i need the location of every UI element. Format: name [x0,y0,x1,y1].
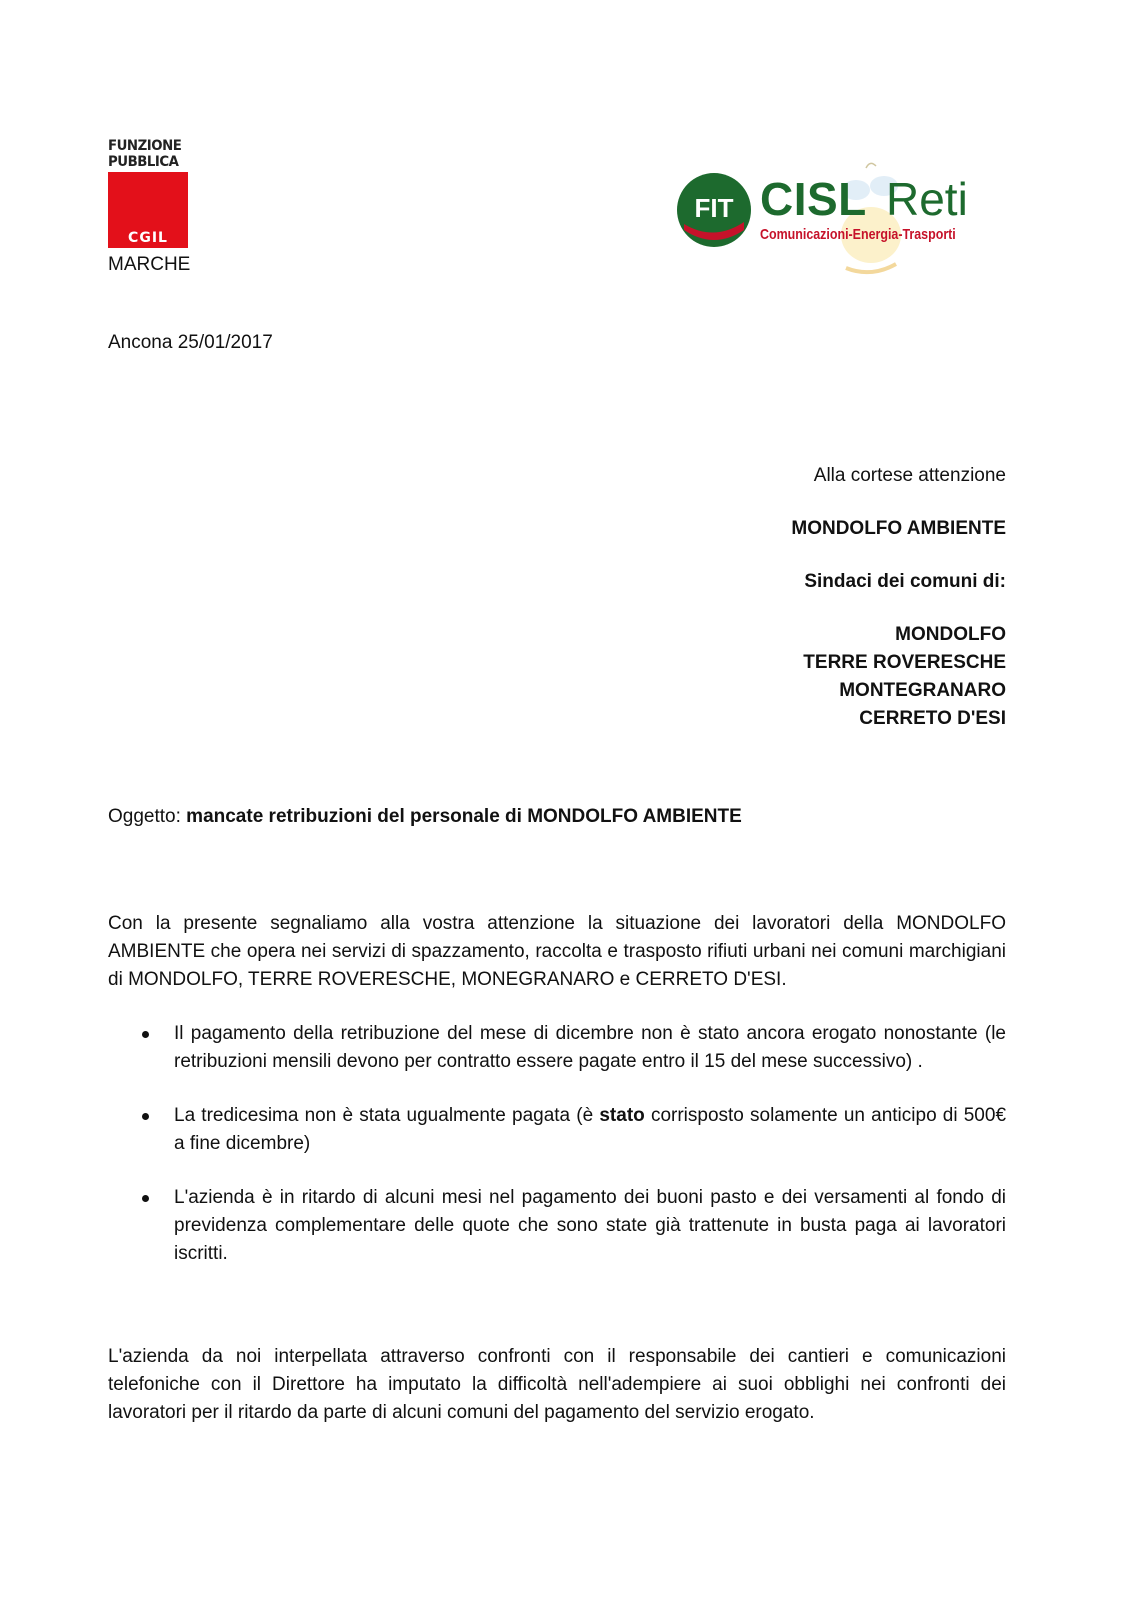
subject-line [108,806,742,828]
subject-label: Oggetto: [108,806,181,827]
fit-badge-icon [676,172,752,248]
bullet-icon [142,1113,149,1120]
cgil-logo-line1: FUNZIONE [108,138,182,154]
issues-list [108,1020,1006,1294]
date-line: Ancona 25/01/2017 [108,332,273,353]
list-item [108,1102,1006,1158]
fit-tagline: Comunicazioni-Energia-Trasporti [760,226,956,243]
recipient-town: TERRE ROVERESCHE [803,652,1006,673]
list-item [108,1184,1006,1268]
cgil-logo [108,138,188,248]
fit-badge-text: FIT [694,193,734,223]
cisl-wordmark: CISL [760,173,867,225]
bullet-text: L'azienda è in ritardo di alcuni mesi nel pagamento dei buoni pasto e dei versamenti al fondo di previdenza complementare delle quote che sono state già trattenute in busta paga ai lavoratori iscritti. [174,1187,1006,1264]
bullet-icon [142,1195,149,1202]
recipients-intro: Alla cortese attenzione [813,465,1006,486]
recipients-company: MONDOLFO AMBIENTE [791,518,1006,539]
cgil-box-text: CGIL [128,230,168,246]
reti-wordmark: Reti [886,173,968,225]
recipient-town: MONDOLFO [895,624,1006,645]
bullet-icon [142,1031,149,1038]
bullet-text: Il pagamento della retribuzione del mese di dicembre non è stato ancora erogato nonostante (le retribuzioni mensili devono per contratto essere pagate entro il 15 del mese successivo) . [174,1023,1006,1072]
body-paragraph-2: L'azienda da noi interpellata attraverso confronti con il responsabile dei cantieri e comunicazioni telefoniche con il Direttore ha imputato la difficoltà nell'adempiere ai suoi obblighi nei confronti dei lavoratori per il ritardo da parte di alcuni comuni del pagamento del servizio erogato. [108,1346,1006,1423]
fit-cisl-logo [676,160,996,285]
recipients-block [791,462,1006,733]
recipients-mayors: Sindaci dei comuni di: [804,571,1006,592]
list-item [108,1020,1006,1076]
recipient-town: CERRETO D'ESI [859,708,1006,729]
bullet-text-part: corrisposto solamente un anticipo di 500€ a fine dicembre) [174,1105,1007,1154]
subject-text: mancate retribuzioni del personale di MONDOLFO AMBIENTE [186,806,742,827]
cgil-logo-line2: PUBBLICA [108,154,179,170]
bullet-text-bold: stato [599,1105,645,1126]
recipient-town: MONTEGRANARO [839,680,1006,701]
cgil-red-box [108,172,188,248]
body-paragraph-1: Con la presente segnaliamo alla vostra attenzione la situazione dei lavoratori della MONDOLFO AMBIENTE che opera nei servizi di spazzamento, raccolta e trasposto rifiuti urbani nei comuni marchigiani di MONDOLFO, TERRE ROVERESCHE, MONEGRANARO e CERRETO D'ESI. [108,913,1006,990]
cgil-region: MARCHE [108,254,191,275]
bullet-text-part: La tredicesima non è stata ugualmente pagata (è [174,1105,594,1126]
